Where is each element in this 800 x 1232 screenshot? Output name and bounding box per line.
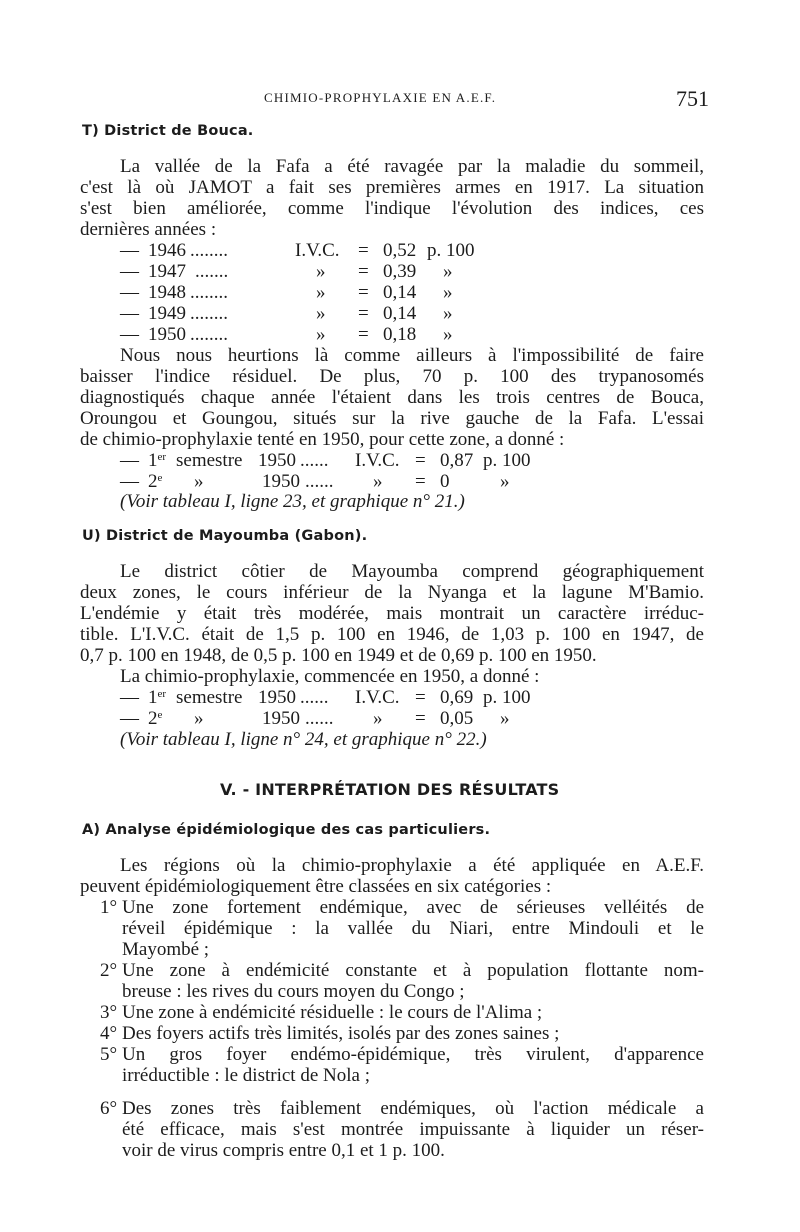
unit: p. 100: [483, 687, 531, 708]
value: 0,52: [383, 240, 417, 261]
text-line: peuvent épidémiologiquement être classées en six catégories :: [80, 876, 552, 897]
dash: —: [120, 303, 139, 324]
leader-dots: ........: [190, 303, 228, 324]
item-number: 2°: [100, 960, 118, 981]
text-line: Une zone à endémicité résiduelle : le cours de l'Alima ;: [122, 1002, 543, 1023]
text-line: breuse : les rives du cours moyen du Congo ;: [122, 981, 465, 1002]
year: 1947: [148, 261, 186, 282]
text-line: Oroungou et Goungou, situés sur la rive gauche de la Fafa. L'essai: [80, 408, 704, 429]
dash: —: [120, 240, 139, 261]
year: 1949: [148, 303, 186, 324]
text-line: Des zones très faiblement endémiques, où l'action médicale a: [122, 1098, 704, 1119]
list-item: [80, 1002, 704, 1023]
section-t-paragraph-1: [80, 156, 704, 240]
unit: p. 100: [427, 240, 475, 261]
year: 1950: [262, 708, 300, 729]
unit: p. 100: [483, 450, 531, 471]
year: 1946: [148, 240, 186, 261]
ordinal: 1er: [148, 687, 167, 708]
leader-dots: ......: [300, 450, 329, 471]
list-item: [80, 960, 704, 1002]
label: I.V.C.: [355, 687, 400, 708]
item-number: 1°: [100, 897, 118, 918]
text-line: La vallée de la Fafa a été ravagée par la maladie du sommeil,: [120, 156, 704, 177]
section-u-heading: U) District de Mayoumba (Gabon).: [82, 528, 368, 544]
unit: »: [443, 261, 453, 282]
label: »: [316, 303, 326, 324]
unit: »: [443, 303, 453, 324]
dash: —: [120, 687, 139, 708]
item-number: 4°: [100, 1023, 118, 1044]
equals: =: [358, 240, 369, 261]
text-line: dernières années :: [80, 219, 217, 240]
section-u-paragraph-2: La chimio-prophylaxie, commencée en 1950, a donné :: [120, 666, 540, 687]
word: »: [194, 708, 204, 729]
dash: —: [120, 450, 139, 471]
equals: =: [358, 282, 369, 303]
dash: —: [120, 261, 139, 282]
equals: =: [415, 450, 426, 471]
dash: —: [120, 708, 139, 729]
text-line: 0,7 p. 100 en 1948, de 0,5 p. 100 en 1949 et de 0,69 p. 100 en 1950.: [80, 645, 597, 666]
item-number: 5°: [100, 1044, 118, 1065]
text-line: Une zone à endémicité constante et à population flottante nom-: [122, 960, 704, 981]
text-line: de chimio-prophylaxie tenté en 1950, pour cette zone, a donné :: [80, 429, 565, 450]
unit: »: [443, 324, 453, 345]
dash: —: [120, 471, 139, 492]
dash: —: [120, 282, 139, 303]
equals: =: [358, 303, 369, 324]
text-line: Un gros foyer endémo-épidémique, très virulent, d'apparence: [122, 1044, 704, 1065]
list-item: [80, 897, 704, 960]
ordinal: 2e: [148, 708, 163, 729]
list-item: [80, 1023, 704, 1044]
text-line: deux zones, le cours inférieur de la Nyanga et la lagune M'Bamio.: [80, 582, 704, 603]
value: 0,69: [440, 687, 474, 708]
section-t-paragraph-2: [80, 345, 704, 450]
leader-dots: ......: [305, 708, 334, 729]
value: 0,14: [383, 303, 417, 324]
label: »: [373, 708, 383, 729]
text-line: Une zone fortement endémique, avec de sérieuses velléités de: [122, 897, 704, 918]
text-line: Les régions où la chimio-prophylaxie a été appliquée en A.E.F.: [120, 855, 704, 876]
equals: =: [415, 687, 426, 708]
year: 1948: [148, 282, 186, 303]
label: I.V.C.: [355, 450, 400, 471]
leader-dots: .......: [195, 261, 229, 282]
year: 1950: [258, 450, 296, 471]
word: semestre: [176, 450, 243, 471]
list-item: [80, 1044, 704, 1086]
year: 1950: [148, 324, 186, 345]
section-v-heading: V. - INTERPRÉTATION DES RÉSULTATS: [220, 780, 560, 799]
list-item: [80, 1098, 704, 1161]
equals: =: [415, 708, 426, 729]
year: 1950: [258, 687, 296, 708]
value: 0,39: [383, 261, 417, 282]
text-line: Nous nous heurtions là comme ailleurs à l'impossibilité de faire: [120, 345, 704, 366]
leader-dots: ......: [300, 687, 329, 708]
dash: —: [120, 324, 139, 345]
word: semestre: [176, 687, 243, 708]
text-line: Mayombé ;: [122, 939, 210, 960]
text-line: Le district côtier de Mayoumba comprend géographiquement: [120, 561, 704, 582]
year: 1950: [262, 471, 300, 492]
ordinal: 1er: [148, 450, 167, 471]
equals: =: [358, 261, 369, 282]
text-line: irréductible : le district de Nola ;: [122, 1065, 370, 1086]
equals: =: [358, 324, 369, 345]
label: »: [316, 324, 326, 345]
leader-dots: ......: [305, 471, 334, 492]
leader-dots: ........: [190, 324, 228, 345]
value: 0,18: [383, 324, 417, 345]
section-t-heading: T) District de Bouca.: [82, 123, 254, 139]
label: »: [316, 261, 326, 282]
running-title: CHIMIO-PROPHYLAXIE EN A.E.F.: [264, 90, 497, 105]
value: 0: [440, 471, 450, 492]
section-a-subheading: A) Analyse épidémiologique des cas particuliers.: [82, 822, 491, 838]
value: 0,87: [440, 450, 474, 471]
item-number: 6°: [100, 1098, 118, 1119]
label: I.V.C.: [295, 240, 340, 261]
text-line: diagnostiqués chaque année l'étaient dans les trois centres de Bouca,: [80, 387, 704, 408]
text-line: L'endémie y était très modérée, mais montrait un caractère irréduc-: [80, 603, 704, 624]
word: »: [194, 471, 204, 492]
label: »: [373, 471, 383, 492]
leader-dots: ........: [190, 282, 228, 303]
text-line: voir de virus compris entre 0,1 et 1 p. 100.: [122, 1140, 445, 1161]
value: 0,14: [383, 282, 417, 303]
ordinal: 2e: [148, 471, 163, 492]
section-a-intro: [80, 855, 704, 897]
text-line: Des foyers actifs très limités, isolés par des zones saines ;: [122, 1023, 560, 1044]
item-number: 3°: [100, 1002, 118, 1023]
leader-dots: ........: [190, 240, 228, 261]
page-number: 751: [676, 86, 709, 111]
text-line: s'est bien améliorée, comme l'indique l'évolution des indices, ces: [80, 198, 704, 219]
text-line: été efficace, mais s'est montrée impuissante à liquider un réser-: [122, 1119, 704, 1140]
section-u-paragraph-1: [80, 561, 704, 666]
text-line: tible. L'I.V.C. était de 1,5 p. 100 en 1946, de 1,03 p. 100 en 1947, de: [80, 624, 704, 645]
unit: »: [500, 708, 510, 729]
value: 0,05: [440, 708, 474, 729]
label: »: [316, 282, 326, 303]
unit: »: [443, 282, 453, 303]
section-u-note: (Voir tableau I, ligne n° 24, et graphique n° 22.): [120, 729, 487, 750]
unit: »: [500, 471, 510, 492]
equals: =: [415, 471, 426, 492]
text-line: baisser l'indice résiduel. De plus, 70 p. 100 des trypanosomés: [80, 366, 704, 387]
section-t-note: (Voir tableau I, ligne 23, et graphique n° 21.): [120, 491, 465, 512]
text-line: c'est là où JAMOT a fait ses premières armes en 1917. La situation: [80, 177, 704, 198]
text-line: réveil épidémique : la vallée du Niari, entre Mindouli et le: [122, 918, 704, 939]
